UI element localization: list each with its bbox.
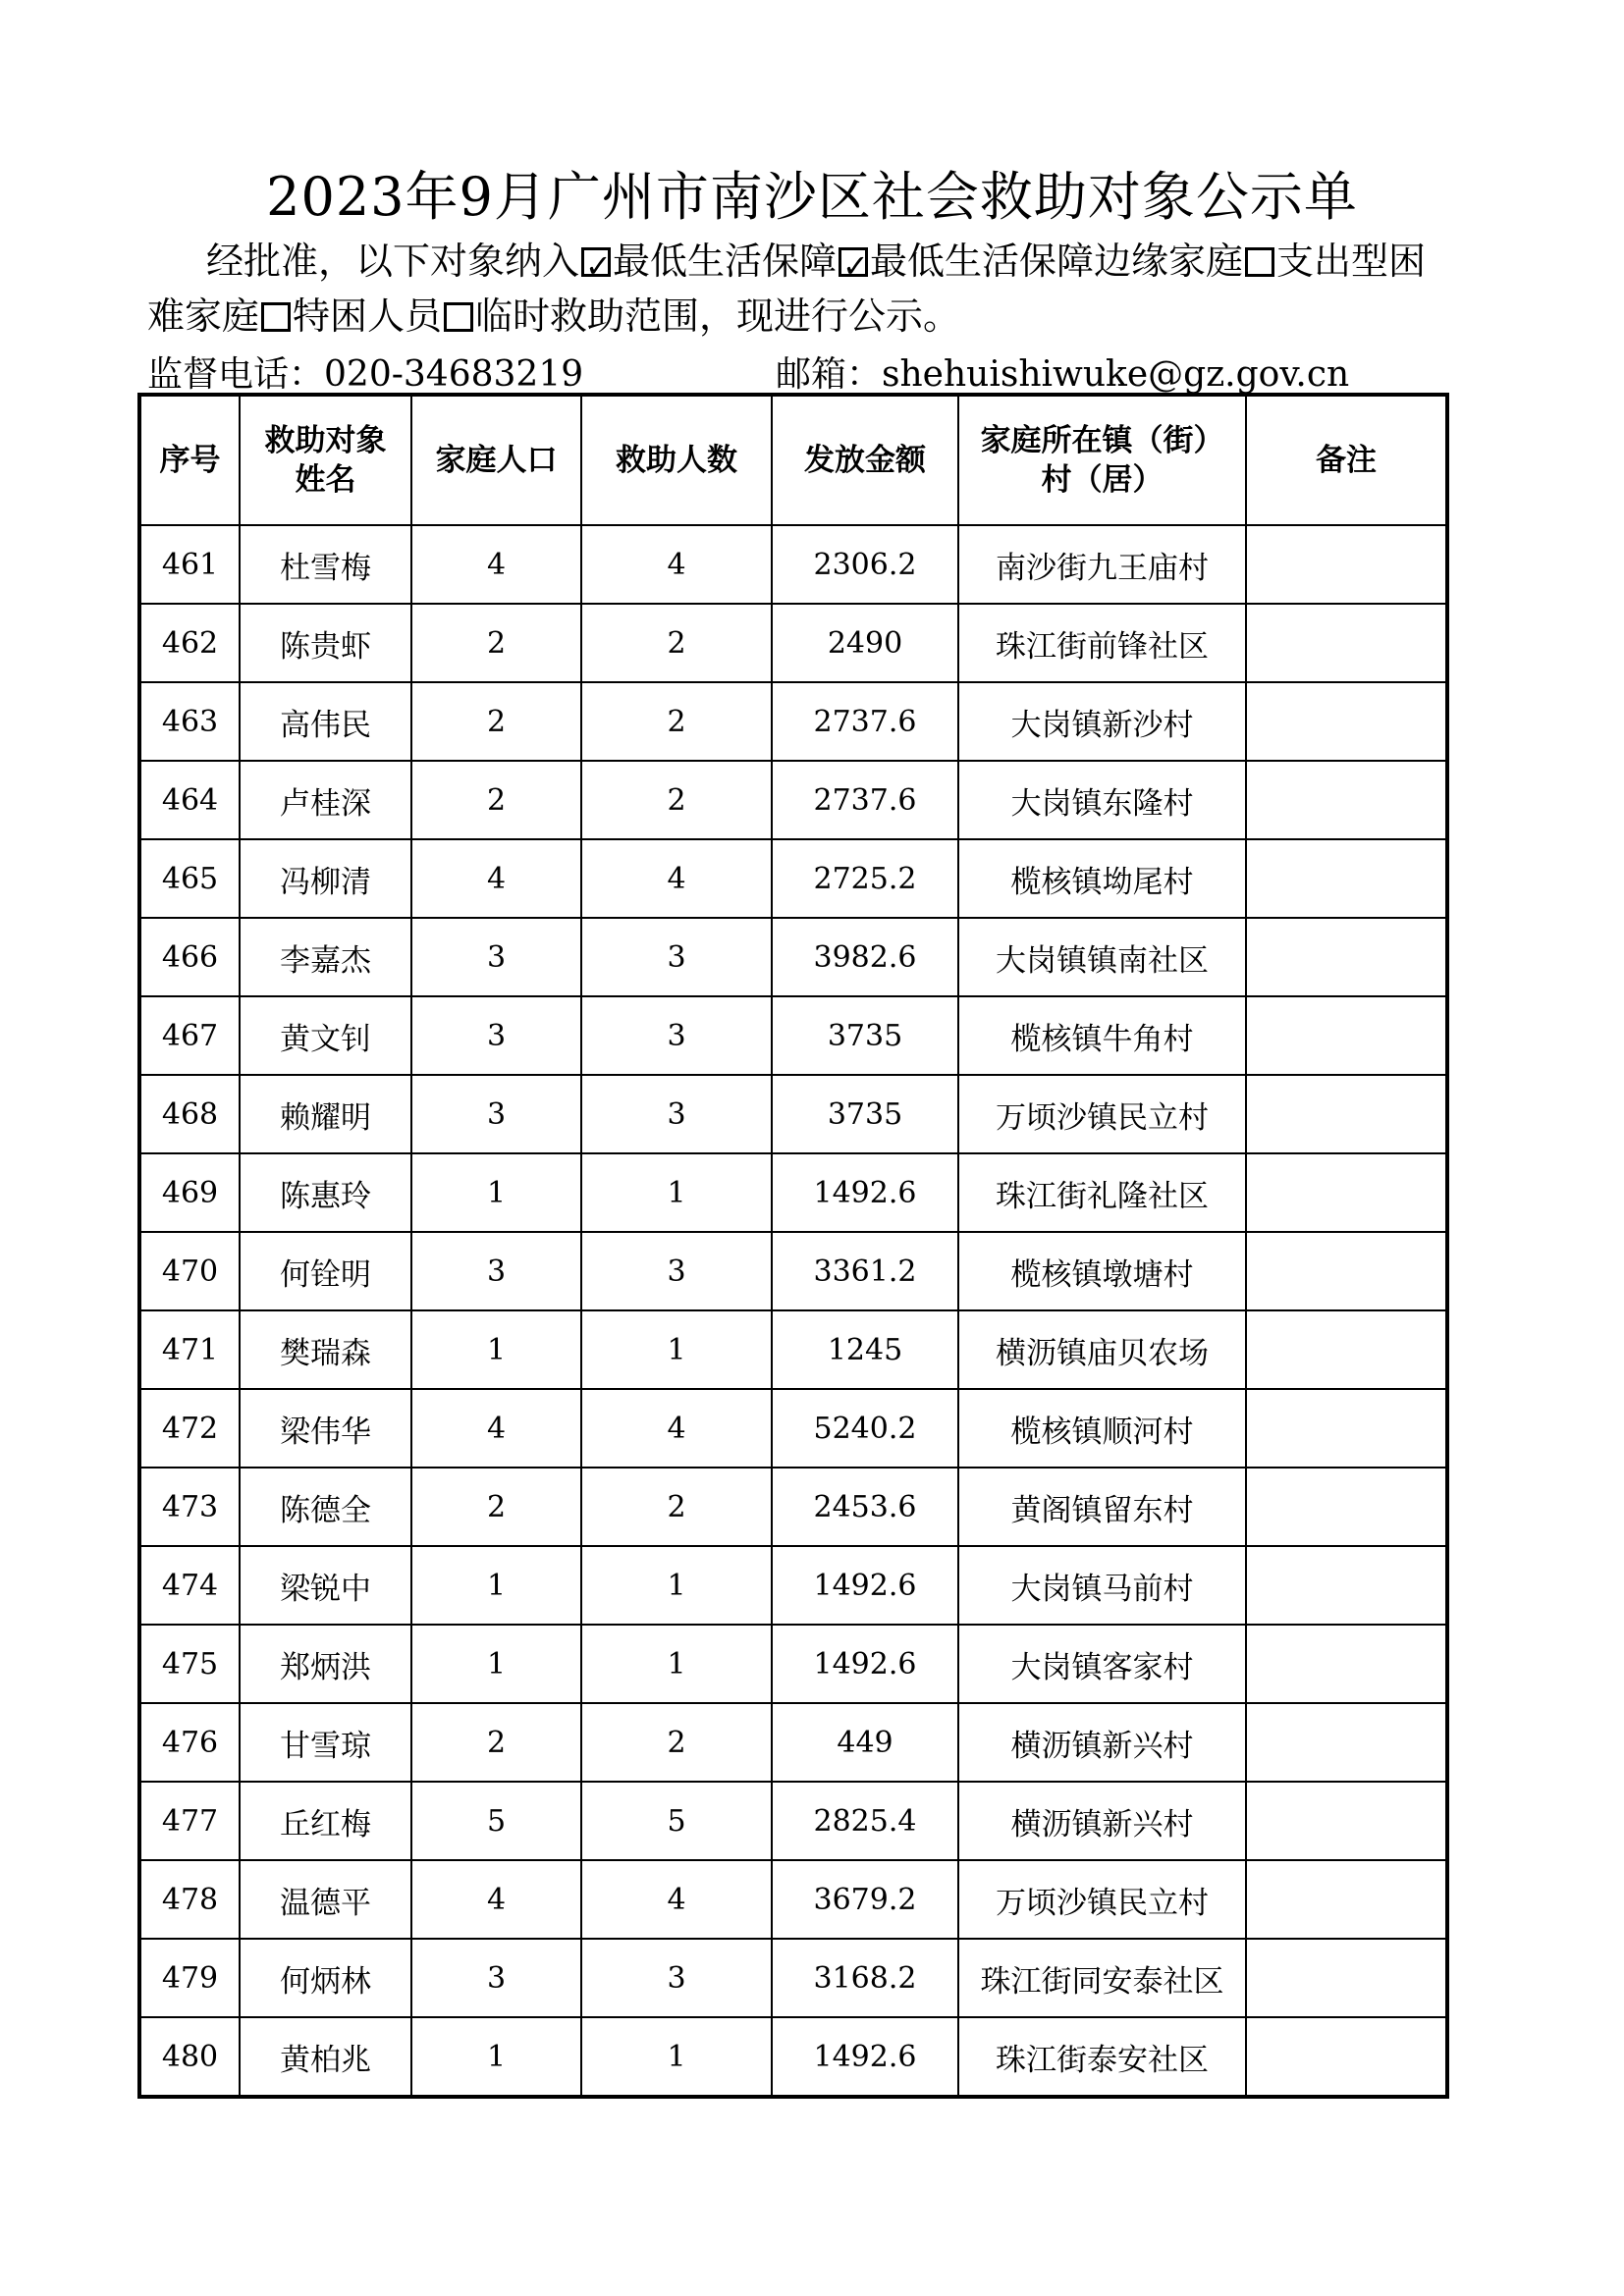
table-row bbox=[139, 761, 1447, 839]
cell-name: 李嘉杰 bbox=[240, 918, 411, 996]
cell-index: 479 bbox=[139, 1939, 240, 2017]
cell-location: 珠江街礼隆社区 bbox=[958, 1153, 1246, 1232]
col-header-name: 救助对象姓名 bbox=[240, 395, 411, 525]
cell-household: 1 bbox=[411, 1310, 581, 1389]
cell-location: 珠江街泰安社区 bbox=[958, 2017, 1246, 2097]
col-header-recipients: 救助人数 bbox=[581, 395, 772, 525]
cell-recipients: 3 bbox=[581, 996, 772, 1075]
cell-remarks bbox=[1246, 2017, 1447, 2097]
cell-remarks bbox=[1246, 604, 1447, 682]
cell-recipients: 4 bbox=[581, 839, 772, 918]
cell-household: 5 bbox=[411, 1782, 581, 1860]
table-row bbox=[139, 1625, 1447, 1703]
cell-remarks bbox=[1246, 918, 1447, 996]
col-header-location: 家庭所在镇（街）村（居） bbox=[958, 395, 1246, 525]
table-row bbox=[139, 1075, 1447, 1153]
cell-location: 万顷沙镇民立村 bbox=[958, 1075, 1246, 1153]
cell-recipients: 2 bbox=[581, 761, 772, 839]
cell-household: 1 bbox=[411, 1625, 581, 1703]
cell-index: 463 bbox=[139, 682, 240, 761]
cell-household: 4 bbox=[411, 839, 581, 918]
cell-location: 南沙街九王庙村 bbox=[958, 525, 1246, 604]
cell-household: 2 bbox=[411, 1468, 581, 1546]
table-row bbox=[139, 839, 1447, 918]
cell-household: 4 bbox=[411, 1389, 581, 1468]
cell-remarks bbox=[1246, 1703, 1447, 1782]
cell-household: 2 bbox=[411, 761, 581, 839]
contact-email: 邮箱：shehuishiwuke@gz.gov.cn bbox=[776, 354, 1350, 395]
cell-index: 461 bbox=[139, 525, 240, 604]
cell-recipients: 1 bbox=[581, 1546, 772, 1625]
table-row bbox=[139, 1232, 1447, 1310]
cell-name: 郑炳洪 bbox=[240, 1625, 411, 1703]
cell-remarks bbox=[1246, 1468, 1447, 1546]
cell-amount: 3735 bbox=[772, 996, 958, 1075]
cell-index: 475 bbox=[139, 1625, 240, 1703]
cell-recipients: 4 bbox=[581, 1389, 772, 1468]
cell-recipients: 3 bbox=[581, 1075, 772, 1153]
cell-household: 1 bbox=[411, 2017, 581, 2097]
cell-amount: 2725.2 bbox=[772, 839, 958, 918]
option-extreme-poverty: 特困人员 bbox=[259, 294, 442, 338]
cell-remarks bbox=[1246, 682, 1447, 761]
table-body bbox=[139, 525, 1447, 2097]
cell-amount: 1492.6 bbox=[772, 2017, 958, 2097]
checkbox-icon bbox=[839, 247, 868, 277]
cell-amount: 2306.2 bbox=[772, 525, 958, 604]
cell-remarks bbox=[1246, 996, 1447, 1075]
cell-recipients: 3 bbox=[581, 1232, 772, 1310]
table-row bbox=[139, 996, 1447, 1075]
cell-name: 何炳林 bbox=[240, 1939, 411, 2017]
cell-index: 478 bbox=[139, 1860, 240, 1939]
col-header-remarks: 备注 bbox=[1246, 395, 1447, 525]
cell-amount: 1492.6 bbox=[772, 1153, 958, 1232]
cell-location: 大岗镇东隆村 bbox=[958, 761, 1246, 839]
cell-name: 黄柏兆 bbox=[240, 2017, 411, 2097]
table-row bbox=[139, 1782, 1447, 1860]
col-header-index: 序号 bbox=[139, 395, 240, 525]
cell-name: 温德平 bbox=[240, 1860, 411, 1939]
cell-household: 2 bbox=[411, 1703, 581, 1782]
cell-household: 3 bbox=[411, 996, 581, 1075]
table-row bbox=[139, 1468, 1447, 1546]
cell-household: 2 bbox=[411, 682, 581, 761]
cell-household: 3 bbox=[411, 1939, 581, 2017]
table-row bbox=[139, 2017, 1447, 2097]
intro-prefix: 经批准，以下对象纳入 bbox=[206, 240, 580, 283]
cell-recipients: 5 bbox=[581, 1782, 772, 1860]
cell-amount: 5240.2 bbox=[772, 1389, 958, 1468]
cell-location: 黄阁镇留东村 bbox=[958, 1468, 1246, 1546]
cell-location: 万顷沙镇民立村 bbox=[958, 1860, 1246, 1939]
cell-name: 杜雪梅 bbox=[240, 525, 411, 604]
table-row bbox=[139, 1310, 1447, 1389]
cell-amount: 3982.6 bbox=[772, 918, 958, 996]
cell-index: 464 bbox=[139, 761, 240, 839]
cell-remarks bbox=[1246, 1310, 1447, 1389]
cell-recipients: 3 bbox=[581, 1939, 772, 2017]
cell-remarks bbox=[1246, 1232, 1447, 1310]
cell-location: 横沥镇新兴村 bbox=[958, 1782, 1246, 1860]
cell-index: 473 bbox=[139, 1468, 240, 1546]
supervision-phone: 监督电话：020-34683219 bbox=[147, 354, 584, 395]
checkbox-icon bbox=[444, 302, 473, 332]
checkbox-icon bbox=[261, 302, 291, 332]
cell-name: 陈德全 bbox=[240, 1468, 411, 1546]
table-row bbox=[139, 682, 1447, 761]
cell-name: 赖耀明 bbox=[240, 1075, 411, 1153]
cell-amount: 449 bbox=[772, 1703, 958, 1782]
cell-recipients: 2 bbox=[581, 682, 772, 761]
table-row bbox=[139, 1389, 1447, 1468]
table-header-row bbox=[139, 395, 1447, 525]
checkbox-icon bbox=[1245, 247, 1274, 277]
cell-location: 榄核镇顺河村 bbox=[958, 1389, 1246, 1468]
cell-household: 3 bbox=[411, 918, 581, 996]
cell-location: 横沥镇新兴村 bbox=[958, 1703, 1246, 1782]
cell-household: 1 bbox=[411, 1153, 581, 1232]
cell-remarks bbox=[1246, 1860, 1447, 1939]
cell-name: 梁锐中 bbox=[240, 1546, 411, 1625]
cell-household: 3 bbox=[411, 1075, 581, 1153]
cell-location: 大岗镇新沙村 bbox=[958, 682, 1246, 761]
cell-location: 榄核镇墩塘村 bbox=[958, 1232, 1246, 1310]
col-header-amount: 发放金额 bbox=[772, 395, 958, 525]
cell-index: 476 bbox=[139, 1703, 240, 1782]
cell-remarks bbox=[1246, 1389, 1447, 1468]
table-row bbox=[139, 1939, 1447, 2017]
cell-amount: 3735 bbox=[772, 1075, 958, 1153]
cell-recipients: 1 bbox=[581, 2017, 772, 2097]
cell-amount: 1492.6 bbox=[772, 1546, 958, 1625]
table-row bbox=[139, 1703, 1447, 1782]
cell-amount: 2737.6 bbox=[772, 761, 958, 839]
cell-remarks bbox=[1246, 1153, 1447, 1232]
intro-paragraph bbox=[147, 234, 1453, 344]
page-title: 2023年9月广州市南沙区社会救助对象公示单 bbox=[266, 166, 1358, 228]
cell-amount: 1245 bbox=[772, 1310, 958, 1389]
cell-remarks bbox=[1246, 839, 1447, 918]
cell-index: 480 bbox=[139, 2017, 240, 2097]
table-row bbox=[139, 1153, 1447, 1232]
cell-location: 大岗镇镇南社区 bbox=[958, 918, 1246, 996]
cell-recipients: 2 bbox=[581, 604, 772, 682]
cell-remarks bbox=[1246, 525, 1447, 604]
cell-remarks bbox=[1246, 1939, 1447, 2017]
cell-household: 2 bbox=[411, 604, 581, 682]
cell-amount: 3679.2 bbox=[772, 1860, 958, 1939]
cell-location: 大岗镇客家村 bbox=[958, 1625, 1246, 1703]
cell-name: 高伟民 bbox=[240, 682, 411, 761]
cell-location: 榄核镇牛角村 bbox=[958, 996, 1246, 1075]
cell-index: 462 bbox=[139, 604, 240, 682]
table-row bbox=[139, 1860, 1447, 1939]
option-marginal-family: ✓ 最低生活保障边缘家庭 bbox=[837, 240, 1243, 283]
cell-recipients: 1 bbox=[581, 1310, 772, 1389]
table-row bbox=[139, 525, 1447, 604]
cell-recipients: 4 bbox=[581, 1860, 772, 1939]
cell-location: 珠江街同安泰社区 bbox=[958, 1939, 1246, 2017]
cell-recipients: 4 bbox=[581, 525, 772, 604]
cell-index: 467 bbox=[139, 996, 240, 1075]
table-row bbox=[139, 918, 1447, 996]
cell-name: 陈贵虾 bbox=[240, 604, 411, 682]
cell-index: 468 bbox=[139, 1075, 240, 1153]
table-row bbox=[139, 604, 1447, 682]
option-temporary-assistance: 临时救助范围，现进行公示。 bbox=[442, 294, 960, 338]
cell-index: 474 bbox=[139, 1546, 240, 1625]
cell-location: 大岗镇马前村 bbox=[958, 1546, 1246, 1625]
cell-remarks bbox=[1246, 1782, 1447, 1860]
cell-recipients: 1 bbox=[581, 1625, 772, 1703]
cell-amount: 2825.4 bbox=[772, 1782, 958, 1860]
cell-name: 丘红梅 bbox=[240, 1782, 411, 1860]
assistance-table bbox=[137, 393, 1449, 2099]
cell-remarks bbox=[1246, 1625, 1447, 1703]
cell-location: 横沥镇庙贝农场 bbox=[958, 1310, 1246, 1389]
cell-remarks bbox=[1246, 1075, 1447, 1153]
cell-name: 卢桂深 bbox=[240, 761, 411, 839]
cell-index: 465 bbox=[139, 839, 240, 918]
cell-name: 冯柳清 bbox=[240, 839, 411, 918]
cell-amount: 1492.6 bbox=[772, 1625, 958, 1703]
cell-amount: 3361.2 bbox=[772, 1232, 958, 1310]
cell-index: 466 bbox=[139, 918, 240, 996]
cell-location: 珠江街前锋社区 bbox=[958, 604, 1246, 682]
cell-index: 472 bbox=[139, 1389, 240, 1468]
cell-recipients: 2 bbox=[581, 1703, 772, 1782]
cell-remarks bbox=[1246, 1546, 1447, 1625]
cell-household: 4 bbox=[411, 1860, 581, 1939]
cell-index: 477 bbox=[139, 1782, 240, 1860]
cell-index: 469 bbox=[139, 1153, 240, 1232]
cell-index: 471 bbox=[139, 1310, 240, 1389]
checkbox-icon bbox=[581, 247, 611, 277]
cell-amount: 2490 bbox=[772, 604, 958, 682]
cell-amount: 2453.6 bbox=[772, 1468, 958, 1546]
cell-recipients: 1 bbox=[581, 1153, 772, 1232]
cell-household: 4 bbox=[411, 525, 581, 604]
table-row bbox=[139, 1546, 1447, 1625]
option-expenditure-family: 支出型困难家庭 bbox=[147, 240, 1427, 338]
cell-name: 何铨明 bbox=[240, 1232, 411, 1310]
cell-location: 榄核镇坳尾村 bbox=[958, 839, 1246, 918]
option-subsistence: ✓ 最低生活保障 bbox=[579, 240, 837, 283]
cell-name: 梁伟华 bbox=[240, 1389, 411, 1468]
cell-household: 3 bbox=[411, 1232, 581, 1310]
cell-remarks bbox=[1246, 761, 1447, 839]
cell-amount: 3168.2 bbox=[772, 1939, 958, 2017]
cell-recipients: 3 bbox=[581, 918, 772, 996]
cell-index: 470 bbox=[139, 1232, 240, 1310]
col-header-household: 家庭人口 bbox=[411, 395, 581, 525]
cell-name: 黄文钊 bbox=[240, 996, 411, 1075]
cell-name: 陈惠玲 bbox=[240, 1153, 411, 1232]
cell-name: 樊瑞森 bbox=[240, 1310, 411, 1389]
cell-amount: 2737.6 bbox=[772, 682, 958, 761]
cell-recipients: 2 bbox=[581, 1468, 772, 1546]
cell-name: 甘雪琼 bbox=[240, 1703, 411, 1782]
cell-household: 1 bbox=[411, 1546, 581, 1625]
